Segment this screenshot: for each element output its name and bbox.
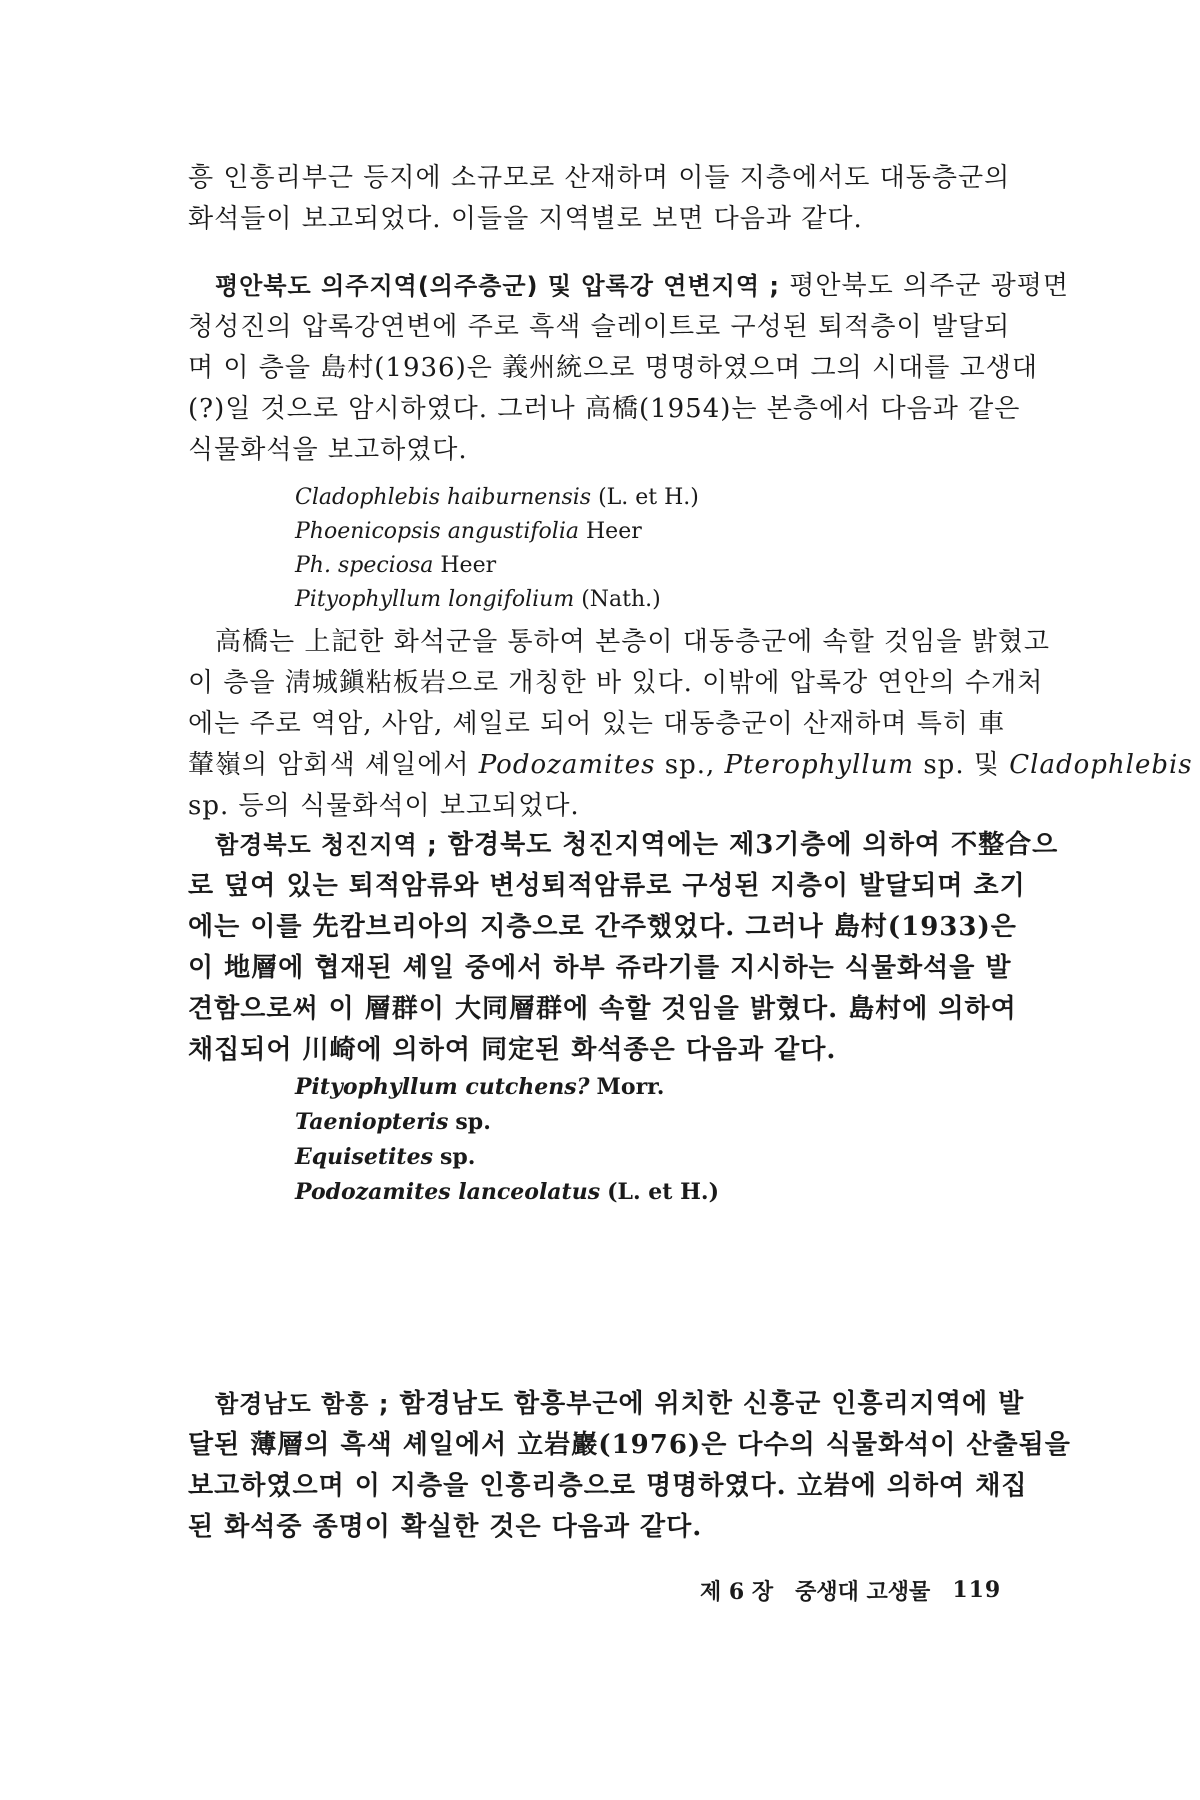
- text-line: 이 층을 淸城鎭粘板岩으로 개칭한 바 있다. 이밖에 압록강 연안의 수개처: [188, 668, 1044, 698]
- text-line: 평안북도 의주지역(의주층군) 및 압록강 연변지역 ; 평안북도 의주군 광평면: [215, 271, 1069, 301]
- species-entry: Podozamites lanceolatus (L. et H.): [295, 1179, 719, 1205]
- text-line: (?)일 것으로 암시하였다. 그러나 高橋(1954)는 본층에서 다음과 같은: [188, 394, 1021, 424]
- chapter-label: 제 6 장: [700, 1578, 774, 1605]
- species-entry: Taeniopteris sp.: [295, 1109, 491, 1135]
- text-line: 화석들이 보고되었다. 이들을 지역별로 보면 다음과 같다.: [188, 204, 863, 234]
- text-line: 흥 인흥리부근 등지에 소규모로 산재하며 이들 지층에서도 대동층군의: [188, 163, 1011, 193]
- species-entry: Equisetites sp.: [295, 1144, 476, 1170]
- text-line: 견함으로써 이 層群이 大同層群에 속할 것임을 밝혔다. 島村에 의하여: [188, 994, 1017, 1024]
- text-line: 식물화석을 보고하였다.: [188, 435, 468, 465]
- text-line: 채집되어 川崎에 의하여 同定된 화석종은 다음과 같다.: [188, 1035, 837, 1065]
- text-line: 에는 이를 先캄브리아의 지층으로 간주했었다. 그러나 島村(1933)은: [188, 912, 1017, 942]
- section-heading: 함경남도 함흥 ;: [215, 1390, 390, 1418]
- text-line: 에는 주로 역암, 사암, 셰일로 되어 있는 대동층군이 산재하며 특히 車: [188, 709, 1006, 739]
- text-line: 로 덮여 있는 퇴적암류와 변성퇴적암류로 구성된 지층이 발달되며 초기: [188, 871, 1026, 901]
- intro-paragraph: [188, 158, 1074, 240]
- page-footer: [700, 1570, 1080, 1610]
- species-entry: Pityophyllum longifolium (Nath.): [295, 587, 661, 612]
- text-line: 청성진의 압록강연변에 주로 흑색 슬레이트로 구성된 퇴적층이 발달되: [188, 312, 1011, 342]
- section-hambuk: [188, 825, 1074, 1071]
- section-heading: 평안북도 의주지역(의주층군) 및 압록강 연변지역 ;: [215, 272, 780, 300]
- chapter-title: 중생대 고생물: [795, 1578, 931, 1605]
- text-line: 함경북도 청진지역 ; 함경북도 청진지역에는 제3기층에 의하여 不整合으: [215, 830, 1059, 860]
- text-line: 보고하였으며 이 지층을 인흥리층으로 명명하였다. 立岩에 의하여 채집: [188, 1471, 1028, 1501]
- text-line: 며 이 층을 島村(1936)은 義州統으로 명명하였으며 그의 시대를 고생대: [188, 353, 1039, 383]
- species-list-1: [295, 481, 995, 617]
- text-line: 輦嶺의 암회색 셰일에서 Podozamites sp., Pterophyllum sp. 및 Cladophlebis: [188, 750, 1193, 780]
- section-heading: 함경북도 청진지역 ;: [215, 831, 438, 859]
- section-takahashi: [188, 622, 1193, 827]
- page-number: 119: [952, 1577, 1002, 1603]
- species-entry: Phoenicopsis angustifolia Heer: [295, 519, 642, 544]
- text-line: 달된 薄層의 흑색 셰일에서 立岩巖(1976)은 다수의 식물화석이 산출됨을: [188, 1430, 1071, 1460]
- text-line: 이 地層에 협재된 셰일 중에서 하부 쥬라기를 지시하는 식물화석을 발: [188, 953, 1012, 983]
- species-list-2: [295, 1070, 995, 1210]
- text-line: 高橋는 上記한 화석군을 통하여 본층이 대동층군에 속할 것임을 밝혔고: [215, 627, 1051, 657]
- section-pyeongbuk: [188, 266, 1074, 471]
- species-entry: Ph. speciosa Heer: [295, 553, 497, 578]
- text-line: 된 화석중 종명이 확실한 것은 다음과 같다.: [188, 1512, 703, 1542]
- species-entry: Cladophlebis haiburnensis (L. et H.): [295, 485, 699, 510]
- text-line: 함경남도 함흥 ; 함경남도 함흥부근에 위치한 신흥군 인흥리지역에 발: [215, 1389, 1025, 1419]
- species-entry: Pityophyllum cutchens? Morr.: [295, 1074, 665, 1100]
- text-line: sp. 등의 식물화석이 보고되었다.: [188, 791, 580, 821]
- section-hamnam: [188, 1384, 1074, 1548]
